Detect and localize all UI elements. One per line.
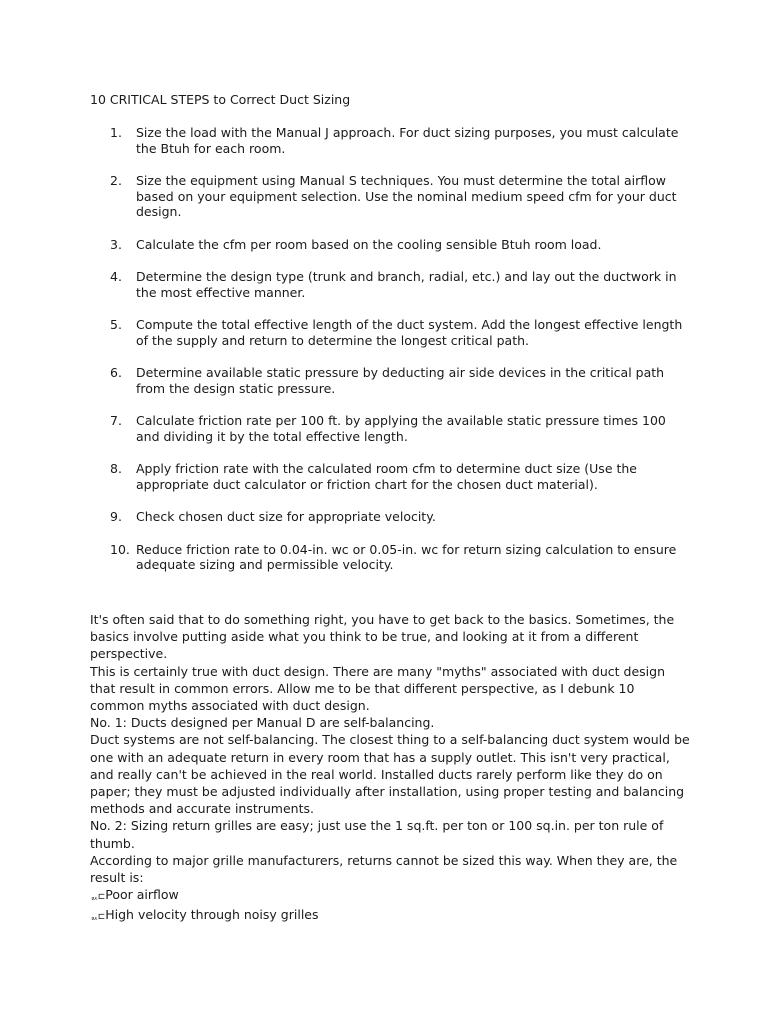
step-item <box>90 125 690 156</box>
step-number: 8. <box>110 461 122 476</box>
bullet-text: High velocity through noisy grilles <box>105 907 319 923</box>
bullet-text: Poor airflow <box>105 887 179 903</box>
step-number: 4. <box>110 269 122 284</box>
paragraph: Duct systems are not self-balancing. The closest thing to a self-balancing duct system would be one with an adequate return in every room that has a supply outlet. This isn't very practical, and really can't be achieved in the real world. Installed ducts rarely perform like they do on paper; they must be adjusted individually after installation, using proper testing and balancing methods and accurate instruments. <box>90 732 690 817</box>
step-text: Size the load with the Manual J approach. For duct sizing purposes, you must calculate the Btuh for each room. <box>136 125 679 156</box>
step-item <box>90 461 690 492</box>
step-number: 2. <box>110 173 122 188</box>
step-text: Reduce friction rate to 0.04-in. wc or 0.05-in. wc for return sizing calculation to ensure adequate sizing and permissible velocity. <box>136 541 677 572</box>
step-item <box>90 237 690 253</box>
document-title: 10 CRITICAL STEPS to Correct Duct Sizing <box>90 92 351 107</box>
step-item <box>90 413 690 444</box>
step-number: 10. <box>110 541 130 557</box>
step-text: Determine available static pressure by deducting air side devices in the critical path from the design static pressure. <box>136 365 665 396</box>
step-text: Calculate friction rate per 100 ft. by applying the available static pressure times 100 and dividing it by the total effective length. <box>136 413 666 444</box>
bullet-item <box>90 886 690 906</box>
step-text: Size the equipment using Manual S techniques. You must determine the total airflow based on your equipment selection. Use the nominal medium speed cfm for your duct design. <box>136 173 677 219</box>
article-body <box>90 611 690 927</box>
step-item <box>90 365 690 396</box>
step-item <box>90 317 690 348</box>
paragraph: It's often said that to do something right, you have to get back to the basics. Sometimes, the basics involve putting aside what you think to be true, and looking at it from a different perspective. <box>90 612 675 662</box>
step-item <box>90 173 690 220</box>
bullet-icon: ᆳ⊏ <box>90 912 105 923</box>
step-text: Calculate the cfm per room based on the cooling sensible Btuh room load. <box>136 236 602 252</box>
steps-list <box>90 125 690 590</box>
step-text: Check chosen duct size for appropriate velocity. <box>136 509 436 524</box>
paragraph: This is certainly true with duct design. There are many "myths" associated with duct design that result in common errors. Allow me to be that different perspective, as I debunk 10 common myths associated with duct design. <box>90 663 665 714</box>
step-item <box>90 542 690 573</box>
step-number: 9. <box>110 509 122 524</box>
step-text: Compute the total effective length of the duct system. Add the longest effective length of the supply and return to determine the longest critical path. <box>136 317 683 348</box>
paragraph: According to major grille manufacturers, returns cannot be sized this way. When they are, the result is: <box>90 852 678 886</box>
step-text: Determine the design type (trunk and branch, radial, etc.) and lay out the ductwork in the most effective manner. <box>136 269 677 300</box>
bullet-icon: ᆳ⊏ <box>90 892 105 903</box>
bullet-item <box>90 906 690 926</box>
step-number: 6. <box>110 365 122 380</box>
step-text: Apply friction rate with the calculated room cfm to determine duct size (Use the appropriate duct calculator or friction chart for the chosen duct material). <box>136 461 638 492</box>
myth-heading: No. 1: Ducts designed per Manual D are self-balancing. <box>90 715 435 731</box>
step-item <box>90 509 690 525</box>
step-item <box>90 269 690 300</box>
myth-heading: No. 2: Sizing return grilles are easy; just use the 1 sq.ft. per ton or 100 sq.in. per ton rule of thumb. <box>90 818 664 851</box>
step-number: 3. <box>110 236 122 252</box>
step-number: 1. <box>110 125 122 140</box>
step-number: 7. <box>110 413 122 428</box>
step-number: 5. <box>110 317 122 332</box>
